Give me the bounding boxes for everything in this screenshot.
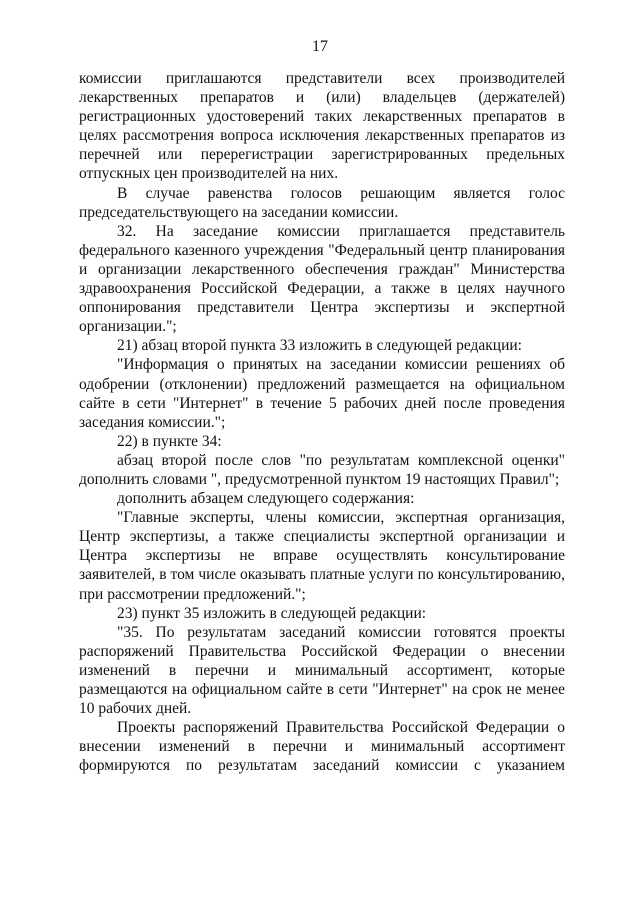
paragraph: "Информация о принятых на заседании комиссии решениях об одобрении (отклонении) предложений размещается на официальном сайте в сети "Интернет" в течение 5 рабочих дней после проведения заседания комиссии."; xyxy=(79,356,565,431)
paragraph: дополнить абзацем следующего содержания: xyxy=(117,490,415,508)
document-body xyxy=(79,69,565,775)
page-number: 17 xyxy=(312,38,328,55)
paragraph: абзац второй после слов "по результатам комплексной оценки" дополнить словами ", предусмотренной пунктом 19 настоящих Правил"; xyxy=(79,451,565,488)
paragraph: "35. По результатам заседаний комиссии готовятся проекты распоряжений Правительства Российской Федерации о внесении изменений в перечни и минимальный ассортимент, которые размещаются на официальном сайте в сети "Интернет" на срок не менее 10 рабочих дней. xyxy=(79,623,565,718)
paragraph: 32. На заседание комиссии приглашается представитель федерального казенного учреждения "Федеральный центр планирования и организации лекарственного обеспечения граждан" Министерства здравоохранения Российской Федерации, а также в целях научного оппонирования представители Центра экспертизы и экспертной организации."; xyxy=(79,222,565,336)
paragraph: В случае равенства голосов решающим является голос председательствующего на заседании комиссии. xyxy=(79,184,565,221)
paragraph: 22) в пункте 34: xyxy=(117,432,222,450)
paragraph: Проекты распоряжений Правительства Российской Федерации о внесении изменений в перечни и минимальный ассортимент формируются по результатам заседаний комиссии с указанием xyxy=(79,719,565,775)
paragraph: 23) пункт 35 изложить в следующей редакции: xyxy=(117,604,427,622)
paragraph: комиссии приглашаются представители всех производителей лекарственных препаратов и (или) владельцев (держателей) регистрационных удостоверений таких лекарственных препаратов в целях рассмотрения вопроса исключения лекарственных препаратов из перечней или перерегистрации зарегистрированных предельных отпускных цен производителей на них. xyxy=(79,70,565,183)
paragraph: "Главные эксперты, члены комиссии, экспертная организация, Центр экспертизы, а также специалисты экспертной организации и Центра экспертизы не вправе осуществлять консультирование заявителей, в том числе оказывать платные услуги по консультированию, при рассмотрении предложений."; xyxy=(79,509,565,603)
paragraph: 21) абзац второй пункта 33 изложить в следующей редакции: xyxy=(117,337,522,355)
